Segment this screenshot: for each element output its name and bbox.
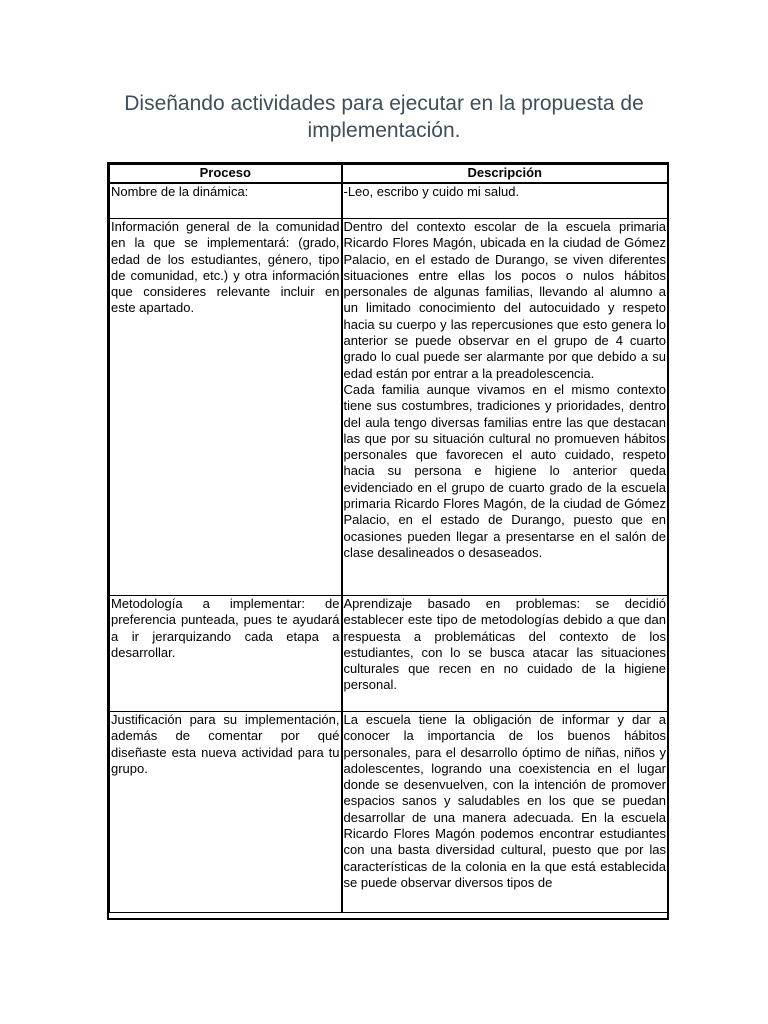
table-row (110, 712, 668, 913)
table-row (110, 219, 668, 596)
header-process: Proceso (110, 165, 342, 184)
description-paragraph: Cada familia aunque vivamos en el mismo contexto tiene sus costumbres, tradiciones y prioridades, dentro del aula tengo diversas familias entre las que destacan las que por su situación cultural no promueven hábitos personales que favorecen el auto cuidado, respeto hacia su persona e higiene lo anterior queda evidenciado en el grupo de cuarto grado de la escuela primaria Ricardo Flores Magón, de la ciudad de Gómez Palacio, en el estado de Durango, puesto que en ocasiones pueden llegar a presentarse en el salón de clase desalineados o desaseados. (343, 381, 666, 560)
page-title: Diseñando actividades para ejecutar en la propuesta de implementación. (124, 92, 644, 142)
process-cell-info: Información general de la comunidad en la que se implementará: (grado, edad de los estudiantes, género, tipo de comunidad, etc.) y otra información que consideres relevante incluir en este apartado. (110, 219, 342, 596)
table-row (110, 596, 668, 712)
process-cell-name: Nombre de la dinámica: (110, 183, 342, 219)
process-cell-methodology: Metodología a implementar: de preferencia punteada, pues te ayudará a ir jerarquizando cada etapa a desarrollar. (110, 596, 342, 712)
description-cell-info (342, 219, 668, 596)
description-cell-justification (342, 712, 668, 913)
activity-table (109, 164, 668, 913)
process-cell-justification: Justificación para su implementación, además de comentar por qué diseñaste esta nueva actividad para tu grupo. (110, 712, 342, 913)
description-paragraph: Dentro del contexto escolar de la escuela primaria Ricardo Flores Magón, ubicada en la ciudad de Gómez Palacio, en el estado de Durango, se viven diferentes situaciones entre ellas los pocos o nulos hábitos personales de algunas familias, llevando al alumno a un limitado conocimiento del autocuidado y respeto hacia su cuerpo y las repercusiones que esto genera lo anterior se puede observar en el grupo de 4 cuarto grado lo cual puede ser alarmante por que debido a su edad están por entrar a la preadolescencia. (343, 219, 666, 381)
description-paragraph: Aprendizaje basado en problemas: se decidió establecer este tipo de metodologías debido a que dan respuesta a problemáticas del contexto de los estudiantes, con lo se busca atacar las situaciones culturales que recen en no cuidado de la higiene personal. (343, 596, 666, 693)
description-paragraph: -Leo, escribo y cuido mi salud. (343, 184, 520, 199)
description-cell-name (342, 183, 668, 219)
table-header-row (110, 165, 668, 184)
activity-table-frame (107, 162, 669, 920)
description-cell-methodology (342, 596, 668, 712)
description-paragraph: La escuela tiene la obligación de informar y dar a conocer la importancia de los buenos hábitos personales, para el desarrollo óptimo de niñas, niños y adolescentes, logrando una coexistencia en el lugar donde se desenvuelven, con la intención de promover espacios sanos y saludables en los que se puedan desarrollar de una manera adecuada. En la escuela Ricardo Flores Magón podemos encontrar estudiantes con una basta diversidad cultural, puesto que por las características de la colonia en la que está establecida se puede observar diversos tipos de (343, 712, 666, 890)
header-description: Descripción (342, 165, 668, 184)
table-row (110, 183, 668, 219)
